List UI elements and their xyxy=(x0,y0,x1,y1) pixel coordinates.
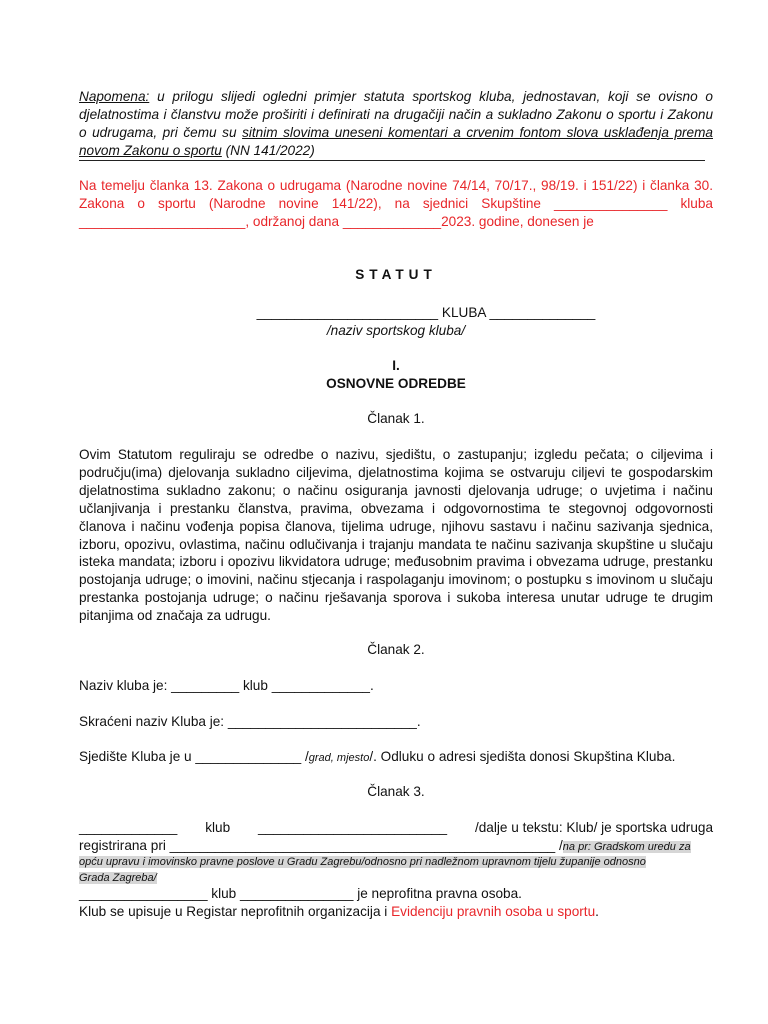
seat-hint: grad, mjesto xyxy=(308,752,370,764)
registration-prefix: registrirana pri ___________________________________________________ / xyxy=(79,838,563,853)
registration-hint-3: Grada Zagreba/ xyxy=(79,872,157,884)
article-2-heading: Članak 2. xyxy=(367,642,425,657)
registration-hint-1: na pr: Gradskom uredu za xyxy=(562,841,691,853)
separator-line xyxy=(79,160,705,161)
note-underlined: sitnim slovima uneseni komentari a crvenim fontom slova usklađenja prema novom Zakonu o sportu xyxy=(79,124,713,158)
note-reference: (NN 141/2022) xyxy=(221,142,315,158)
article-1-text: Ovim Statutom reguliraju se odredbe o nazivu, sjedištu, o zastupanju; izgledu pečata; o ciljevima i području(ima) djelovanja sukladno ciljevima, djelatnostima kojima se ostvaruju ciljevi te gospodarskim djelatnostima sukladno zakonu; o načinu osiguranja javnosti djelovanja udruge; o uvjetima i načinu učlanjivanja i prestanku članstva, pravima, obvezama i odgovornostima te stegovnoj odgovornosti članova i načinu vođenja popisa članova, tijelima udruge, njihovu sastavu i načinu sazivanja sjednica, izboru, opozivu, ovlastima, načinu odlučivanja i trajanju mandata te načinu sazivanja skupštine u slučaju isteka mandata; izboru i opozivu likvidatora udruge; međusobnim pravima i obvezama udruge, prestanku postojanja udruge; o imovini, načinu stjecanja i raspolaganju imovinom; o postupku s imovinom u slučaju prestanka postojanja udruge; o načinu rješavanja sporova i sukoba interesa unutar udruge te drugim pitanjima od značaja za udrugu. xyxy=(79,447,713,624)
article-1-heading: Članak 1. xyxy=(367,411,425,426)
club-name-line: ________________________ KLUBA ______________ xyxy=(256,305,596,320)
article-3-heading: Članak 3. xyxy=(367,784,425,799)
note-text: u prilogu slijedi ogledni primjer statuta sportskog kluba, jednostavan, koji se ovisno o djelatnostima i članstvu može proširiti i definirati na drugačiji način a sukladno Zakonu o sportu i Zakonu o udrugama, pri čemu su xyxy=(79,89,713,140)
l1-klub: klub xyxy=(205,820,231,835)
club-name-field: Naziv kluba je: _________ klub _____________. xyxy=(79,678,374,693)
register-line xyxy=(79,903,713,921)
section-number: I. xyxy=(392,358,400,373)
club-seat-line xyxy=(79,748,713,768)
article-3-line-1 xyxy=(79,819,713,837)
club-name-note: /naziv sportskog kluba/ xyxy=(326,323,466,338)
register-red-text: Evidenciju pravnih osoba u sportu xyxy=(391,904,596,919)
preamble: Na temelju članka 13. Zakona o udrugama (Narodne novine 74/14, 70/17., 98/19. i 151/22) i članka 30. Zakona o sportu (Narodne novine 141/22), na sjednici Skupštine _______________ kluba ______________________, održanoj dana _____________2023. godine, donesen je xyxy=(79,178,713,229)
intro-note xyxy=(79,88,713,160)
seat-prefix: Sjedište Kluba je u ______________ / xyxy=(79,749,309,764)
article-3-line-3 xyxy=(79,853,713,870)
l1-blank-a: _____________ xyxy=(79,820,178,835)
l1-blank-b: _________________________ xyxy=(258,820,448,835)
register-prefix: Klub se upisuje u Registar neprofitnih organizacija i xyxy=(79,904,392,919)
section-title: OSNOVNE ODREDBE xyxy=(326,376,466,391)
nonprofit-line: _________________ klub _______________ je neprofitna pravna osoba. xyxy=(79,886,522,901)
seat-suffix: /. Odluku o adresi sjedišta donosi Skupština Kluba. xyxy=(369,749,676,764)
club-short-name-field: Skraćeni naziv Kluba je: _________________________. xyxy=(79,714,421,729)
registration-hint-2: opću upravu i imovinsko pravne poslove u Gradu Zagrebu/odnosno pri nadležnom upravnom tijelu županije odnosno xyxy=(79,856,646,868)
l1-description: /dalje u tekstu: Klub/ je sportska udruga xyxy=(474,820,713,835)
note-label: Napomena: xyxy=(79,89,150,104)
register-suffix: . xyxy=(595,904,599,919)
article-3-line-4 xyxy=(79,869,713,886)
statute-title: STATUT xyxy=(355,267,437,282)
